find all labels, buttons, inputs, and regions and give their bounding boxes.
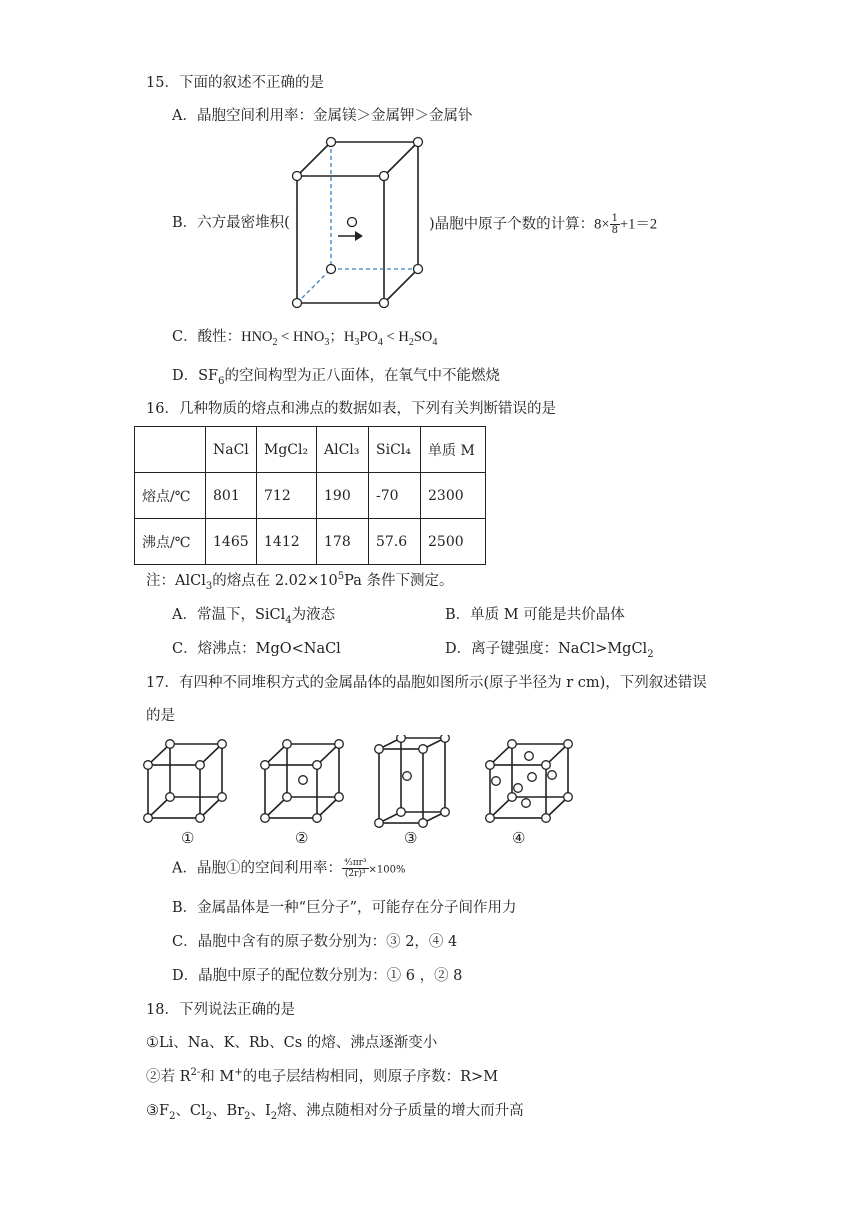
q15-option-d	[172, 366, 500, 386]
table-row	[135, 473, 486, 519]
q15-b-fraction	[610, 213, 620, 236]
q16-note-t2: 的熔点在 2.02×10	[212, 573, 338, 589]
q15-stem: 15．下面的叙述不正确的是	[146, 75, 324, 91]
q18-statement-1: ①Li、Na、K、Rb、Cs 的熔、沸点逐渐变小	[146, 1035, 438, 1051]
q15-c-t1: HNO	[241, 329, 273, 345]
q17-a-fraction	[342, 858, 369, 879]
cell-label-4: ④	[512, 829, 526, 847]
q16-a-t1: A．常温下，SiCl	[172, 607, 286, 623]
table-cell: 2300	[421, 473, 486, 519]
table-cell: 190	[317, 473, 369, 519]
q16-a-s1: 4	[285, 614, 292, 626]
q15-b-frac-den: 8	[611, 225, 618, 236]
q15-b-suffix: )晶胞中原子个数的计算：	[429, 216, 595, 233]
q18-s3-t1: ③F	[146, 1103, 170, 1119]
q16-note	[146, 571, 453, 591]
q15-c-t6: SO	[413, 329, 433, 345]
table-row	[135, 519, 486, 565]
q15-c-s3: 3	[354, 336, 360, 348]
table-cell: 2500	[421, 519, 486, 565]
q15-b-formula: 8×	[594, 216, 610, 233]
q15-option-a: A．晶胞空间利用率：金属镁＞金属钾＞金属钋	[172, 108, 473, 124]
table-cell: SiCl₄	[369, 427, 421, 473]
table-cell: 57.6	[369, 519, 421, 565]
q15-b-formula-tail: +1＝2	[619, 216, 658, 233]
q18-s3-s3: 2	[244, 1110, 251, 1122]
cell-label-2: ②	[295, 829, 309, 847]
table-cell: 沸点/℃	[135, 519, 206, 565]
q16-a-t2: 为液态	[291, 607, 336, 623]
q16-option-c: C．熔沸点：MgO<NaCl	[172, 641, 341, 657]
q15-c-t2: < HNO	[277, 329, 325, 345]
q15-c-s5: 2	[408, 336, 414, 348]
q15-d-s1: 6	[218, 375, 225, 387]
q16-option-a	[172, 605, 335, 625]
q18-stem: 18．下列说法正确的是	[146, 1002, 295, 1018]
table-cell: 178	[317, 519, 369, 565]
q17-a-frac-num: ⁴⁄₃πr³	[343, 858, 367, 868]
q17-a-tail: ×100%	[368, 864, 406, 876]
q15-c-s6: 4	[432, 336, 438, 348]
q15-c-t4: PO	[359, 329, 378, 345]
q15-c-t5: < H	[382, 329, 409, 345]
q18-s3-s2: 2	[205, 1110, 213, 1122]
q16-option-d	[445, 639, 654, 659]
q18-s2-s2: +	[234, 1067, 243, 1079]
q17-option-b: B．金属晶体是一种“巨分子”，可能存在分子间作用力	[172, 900, 517, 916]
table-cell: 熔点/℃	[135, 473, 206, 519]
q15-c-t3: H	[343, 329, 355, 345]
q18-statement-3	[146, 1101, 524, 1121]
q15-option-b	[172, 213, 290, 233]
q17-a-frac-den: (2r)³	[344, 869, 366, 879]
table-cell: -70	[369, 473, 421, 519]
q18-s3-s1: 2	[169, 1110, 176, 1122]
q17-option-c: C．晶胞中含有的原子数分别为：③ 2，④ 4	[172, 934, 458, 950]
hcp-cell-diagram	[285, 133, 430, 313]
q15-d-t2: 的空间构型为正八面体，在氧气中不能燃烧	[224, 368, 500, 384]
q15-c-sep: ；	[329, 329, 344, 345]
q16-d-t1: D．离子键强度：NaCl>MgCl	[445, 641, 648, 657]
q15-d-t1: D．SF	[172, 368, 219, 384]
q17-option-a	[172, 858, 406, 881]
q18-statement-2	[146, 1067, 498, 1087]
cell-label-3: ③	[404, 829, 418, 847]
q18-s3-s4: 2	[270, 1110, 278, 1122]
q15-c-label: C．酸性：	[172, 329, 242, 345]
q18-s2-t2: 和 M	[200, 1069, 235, 1085]
table-cell	[135, 427, 206, 473]
q16-note-s2: 5	[337, 571, 345, 583]
table-cell: AlCl₃	[317, 427, 369, 473]
q15-option-b-tail	[429, 213, 657, 236]
q17-a-prefix: A．晶胞①的空间利用率：	[172, 860, 342, 877]
table-cell: 单质 M	[421, 427, 486, 473]
q18-s3-t2: 、Cl	[175, 1103, 206, 1119]
q17-stem-cont: 的是	[146, 708, 175, 724]
q16-d-s1: 2	[647, 648, 654, 660]
q16-note-s1: 3	[205, 580, 213, 592]
table-cell: 712	[257, 473, 317, 519]
q18-s3-t5: 熔、沸点随相对分子质量的增大而升高	[277, 1103, 524, 1119]
table-cell: MgCl₂	[257, 427, 317, 473]
cell-label-1: ①	[181, 829, 195, 847]
q15-c-s2: 3	[324, 336, 330, 348]
q17-option-d: D．晶胞中原子的配位数分别为：① 6 ，② 8	[172, 968, 463, 984]
q15-c-s4: 4	[377, 336, 383, 348]
q18-s2-s1: 2-	[190, 1067, 201, 1079]
melting-boiling-table	[134, 426, 486, 565]
q16-option-b: B．单质 M 可能是共价晶体	[445, 607, 625, 623]
q17-stem: 17．有四种不同堆积方式的金属晶体的晶胞如图所示(原子半径为 r cm)，下列叙述错误	[146, 675, 707, 691]
table-cell: 1412	[257, 519, 317, 565]
table-cell: NaCl	[206, 427, 257, 473]
q16-stem: 16．几种物质的熔点和沸点的数据如表，下列有关判断错误的是	[146, 401, 556, 417]
q15-b-frac-num: 1	[611, 213, 618, 224]
q16-note-t3: Pa 条件下测定。	[344, 573, 454, 589]
q16-note-t1: 注：AlCl	[146, 573, 206, 589]
q15-c-s1: 2	[272, 336, 278, 348]
q18-s3-t3: 、Br	[212, 1103, 245, 1119]
q15-b-prefix: B．六方最密堆积(	[172, 215, 290, 231]
q15-option-c	[172, 327, 437, 347]
table-cell: 801	[206, 473, 257, 519]
q18-s2-t1: ②若 R	[146, 1069, 191, 1085]
table-cell: 1465	[206, 519, 257, 565]
q18-s3-t4: 、I	[250, 1103, 271, 1119]
table-header-row	[135, 427, 486, 473]
q18-s2-t3: 的电子层结构相同，则原子序数：R>M	[242, 1069, 499, 1085]
